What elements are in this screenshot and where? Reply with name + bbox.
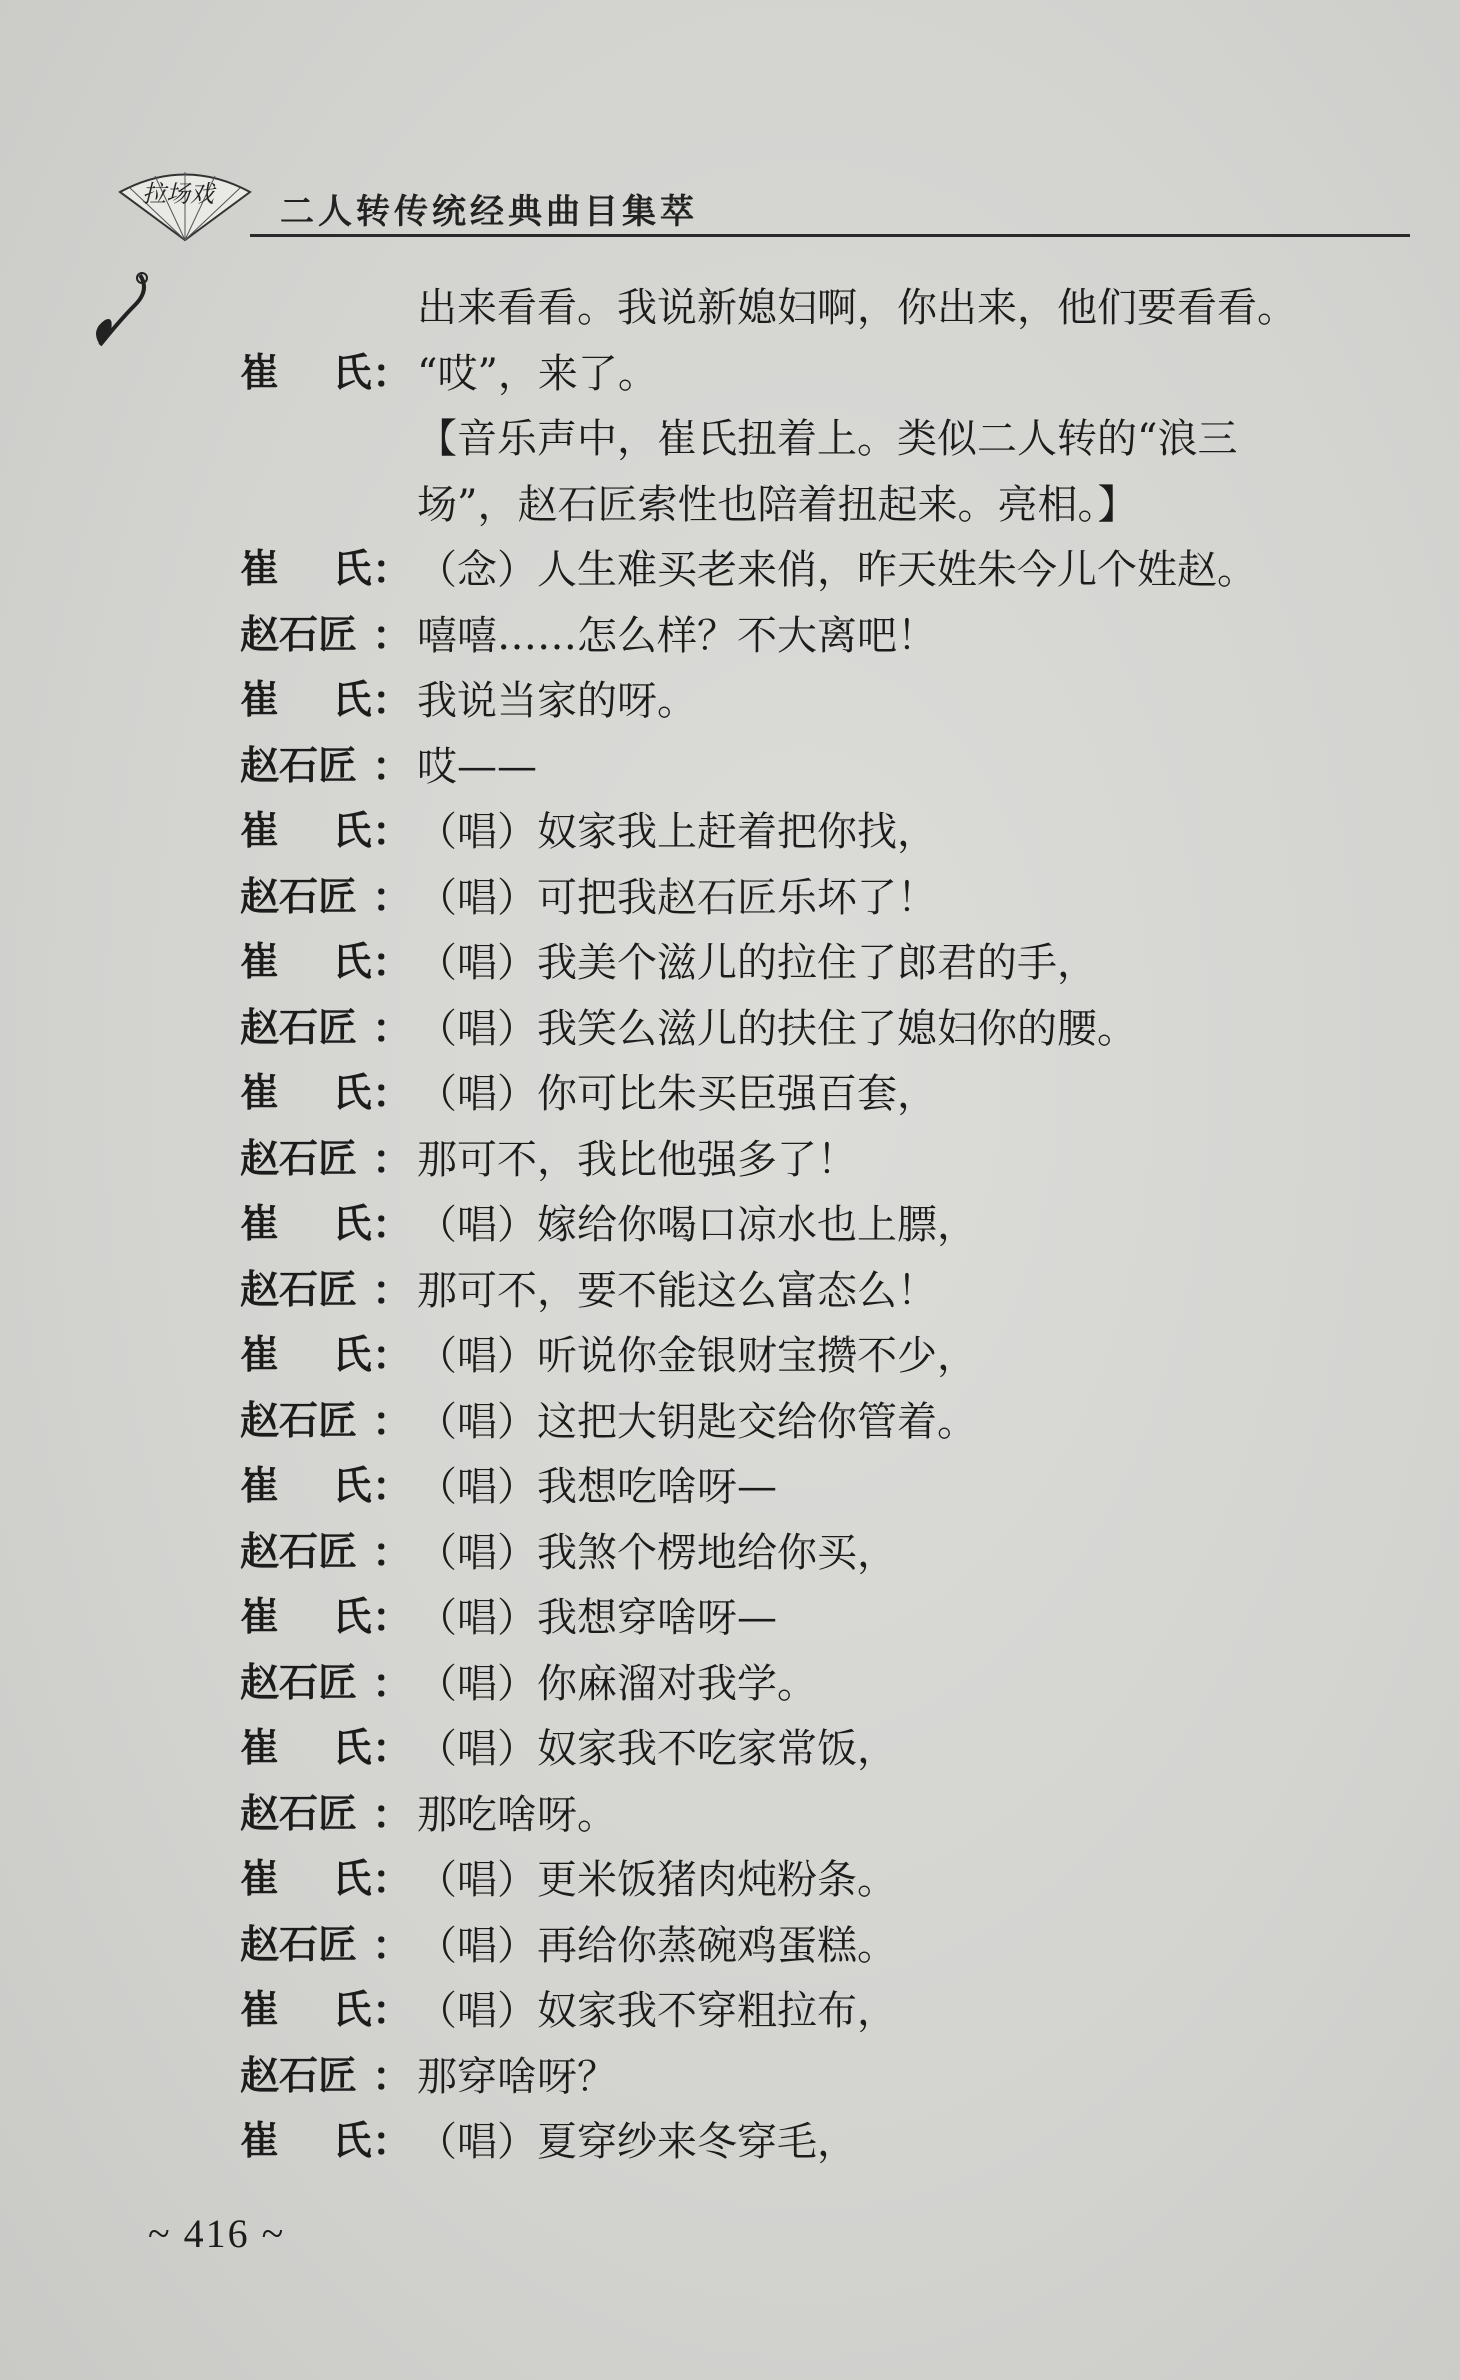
speaker-name: 崔 氏: [240, 1333, 372, 1378]
dialogue-line: [0, 1457, 1460, 1517]
speaker-name: 赵石匠: [240, 612, 358, 658]
speaker-name: 崔 氏: [240, 350, 372, 396]
speaker-name: 赵石匠: [240, 743, 358, 789]
speaker-name: 赵石匠: [240, 874, 358, 920]
speaker-colon: ：: [372, 1726, 412, 1772]
dialogue-text: 那可不，我比他强多了！: [417, 1136, 857, 1183]
dialogue-text: （唱）可把我赵石匠乐坏了！: [417, 874, 937, 921]
fan-logo-text: 拉场戏: [142, 180, 214, 208]
speaker-colon: ：: [372, 1922, 412, 1969]
dialogue-line: [0, 933, 1460, 993]
dialogue-line: [0, 671, 1460, 731]
dialogue-text: 嘻嘻……怎么样？不大离吧！: [417, 612, 937, 659]
speaker-name: 赵石匠: [240, 1660, 358, 1706]
speaker-name: 赵石匠: [240, 2053, 358, 2099]
dialogue-text: （唱）奴家我不吃家常饭，: [417, 1726, 897, 1772]
dialogue-line: [0, 540, 1460, 600]
speaker-name: 赵石匠: [240, 1922, 358, 1968]
dialogue-line: [0, 1850, 1460, 1910]
speaker-colon: ：: [372, 940, 412, 986]
dialogue-line: [0, 1654, 1460, 1714]
speaker-colon: ：: [372, 874, 412, 921]
speaker-name: 赵石匠: [240, 1267, 358, 1313]
speaker-colon: ：: [372, 2053, 412, 2100]
dialogue-line: [0, 1261, 1460, 1321]
dialogue-text: 那吃啥呀。: [417, 1791, 617, 1838]
dialogue-line: [0, 1392, 1460, 1452]
speaker-colon: ：: [372, 809, 412, 855]
dialogue-line: [0, 1981, 1460, 2041]
dialogue-text: 哎——: [417, 743, 537, 790]
dialogue-line: [0, 1523, 1460, 1583]
continued-text-line: 出来看看。我说新媳妇啊，你出来，他们要看看。: [417, 285, 1297, 331]
dialogue-text: 那穿啥呀？: [417, 2053, 617, 2100]
speaker-colon: ：: [372, 1267, 412, 1314]
speaker-name: 崔 氏: [240, 1071, 372, 1116]
stage-direction: [0, 409, 1460, 469]
speaker-name: 赵石匠: [240, 1529, 358, 1575]
speaker-colon: ：: [372, 1333, 412, 1379]
speaker-name: 崔 氏: [240, 1857, 372, 1902]
dialogue-line: [0, 1130, 1460, 1190]
speaker-colon: ：: [372, 743, 412, 790]
dialogue-text: 我说当家的呀。: [417, 678, 697, 724]
speaker-name: 崔 氏: [240, 940, 372, 985]
dialogue-text: （唱）我美个滋儿的拉住了郎君的手，: [417, 940, 1097, 986]
speaker-name: 崔 氏: [240, 1988, 372, 2033]
page-number: ~ 416 ~: [148, 2211, 286, 2256]
speaker-colon: ：: [372, 1398, 412, 1445]
speaker-colon: ：: [372, 1464, 412, 1510]
speaker-colon: ：: [372, 1791, 412, 1838]
dialogue-text: （唱）我想穿啥呀—: [417, 1595, 777, 1641]
speaker-colon: ：: [372, 1136, 412, 1183]
speaker-name: 崔 氏: [240, 1464, 372, 1509]
speaker-colon: ：: [372, 2119, 412, 2165]
speaker-colon: ：: [372, 1202, 412, 1248]
dialogue-line: [0, 868, 1460, 928]
speaker-colon: ：: [372, 1071, 412, 1117]
speaker-colon: ：: [372, 1595, 412, 1641]
speaker-name: 崔 氏: [240, 678, 372, 723]
speaker-name: 赵石匠: [240, 1398, 358, 1444]
dialogue-text: （唱）夏穿纱来冬穿毛，: [417, 2119, 857, 2165]
dialogue-text: （唱）这把大钥匙交给你管着。: [417, 1398, 977, 1445]
dialogue-line: [0, 1785, 1460, 1845]
dialogue-text: （唱）更米饭猪肉炖粉条。: [417, 1857, 897, 1903]
dialogue-text: （唱）嫁给你喝口凉水也上膘，: [417, 1202, 977, 1248]
speaker-colon: ：: [372, 1988, 412, 2034]
speaker-colon: ：: [372, 350, 412, 397]
dialogue-line: [0, 2112, 1460, 2172]
dialogue-text: （唱）奴家我不穿粗拉布，: [417, 1988, 897, 2034]
speaker-name: 赵石匠: [240, 1005, 358, 1051]
continued-text: [0, 278, 1460, 338]
speaker-colon: ：: [372, 612, 412, 659]
speaker-name: 赵石匠: [240, 1136, 358, 1182]
dialogue-text: （唱）我笑么滋儿的扶住了媳妇你的腰。: [417, 1005, 1137, 1052]
dialogue-line: [0, 999, 1460, 1059]
dialogue-text: （唱）奴家我上赶着把你找，: [417, 809, 937, 855]
speaker-name: 崔 氏: [240, 1726, 372, 1771]
dialogue-text: （唱）听说你金银财宝攒不少，: [417, 1333, 977, 1379]
speaker-name: 崔 氏: [240, 1202, 372, 1247]
dialogue-text: 那可不，要不能这么富态么！: [417, 1267, 937, 1314]
dialogue-text: （唱）我煞个楞地给你买，: [417, 1529, 897, 1576]
speaker-name: 崔 氏: [240, 547, 372, 592]
dialogue-line: [0, 1719, 1460, 1779]
header-rule: [250, 234, 1410, 237]
dialogue-line: [0, 1195, 1460, 1255]
dialogue-line: [0, 1064, 1460, 1124]
dialogue-text: （唱）你麻溜对我学。: [417, 1660, 817, 1707]
dialogue-line: [0, 344, 1460, 404]
dialogue-text: （唱）再给你蒸碗鸡蛋糕。: [417, 1922, 897, 1969]
dialogue-line: [0, 1916, 1460, 1976]
speaker-name: 崔 氏: [240, 2119, 372, 2164]
stage-direction-text: 【音乐声中，崔氏扭着上。类似二人转的“浪三: [417, 416, 1238, 462]
speaker-name: 崔 氏: [240, 809, 372, 854]
speaker-colon: ：: [372, 1005, 412, 1052]
dialogue-text: “哎”，来了。: [417, 350, 658, 397]
dialogue-line: [0, 1326, 1460, 1386]
speaker-colon: ：: [372, 1529, 412, 1576]
stage-direction: [0, 475, 1460, 535]
dialogue-line: [0, 1588, 1460, 1648]
dialogue-line: [0, 2047, 1460, 2107]
dialogue-line: [0, 606, 1460, 666]
dialogue-text: （唱）我想吃啥呀—: [417, 1464, 777, 1510]
speaker-name: 崔 氏: [240, 1595, 372, 1640]
speaker-name: 赵石匠: [240, 1791, 358, 1837]
dialogue-line: [0, 802, 1460, 862]
book-title: 二人转传统经典曲目集萃: [280, 192, 698, 232]
running-header: [110, 150, 1410, 260]
stage-direction-text: 场”，赵石匠索性也陪着扭起来。亮相。】: [417, 481, 1138, 528]
dialogue-line: [0, 737, 1460, 797]
dialogue-text: （念）人生难买老来俏，昨天姓朱今儿个姓赵。: [417, 547, 1257, 593]
speaker-colon: ：: [372, 1857, 412, 1903]
speaker-colon: ：: [372, 1660, 412, 1707]
dialogue-text: （唱）你可比朱买臣强百套，: [417, 1071, 937, 1117]
speaker-colon: ：: [372, 547, 412, 593]
speaker-colon: ：: [372, 678, 412, 724]
